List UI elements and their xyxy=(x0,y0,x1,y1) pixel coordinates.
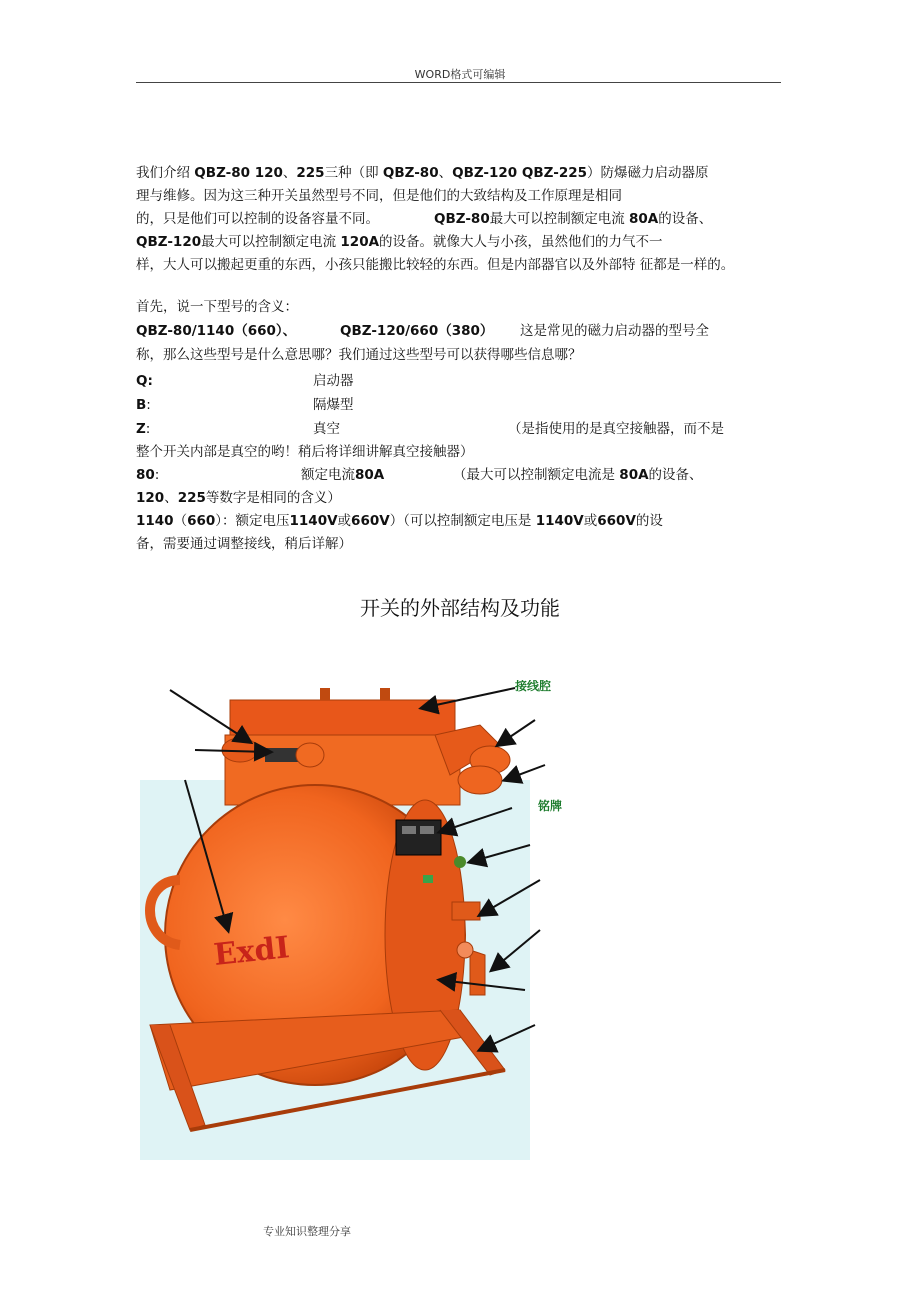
section-title: 开关的外部结构及功能 xyxy=(360,596,560,620)
exd-mark: ExdI xyxy=(212,930,292,973)
arrow-junction xyxy=(422,688,515,708)
def-80-note: （最大可以控制额定电流是 80A的设备、 xyxy=(453,467,703,483)
def-b-key: B: xyxy=(136,397,151,413)
header-rule xyxy=(136,82,781,83)
def-voltage-line2: 备，需要通过调整接线，稍后详解） xyxy=(136,536,352,552)
def-b-val: 隔爆型 xyxy=(313,397,354,413)
para1-line5: 样，大人可以搬起更重的东西，小孩只能搬比较轻的东西。但是内部器官以及外部特 征都是一样的。 xyxy=(136,257,735,273)
def-z-key: Z: xyxy=(136,421,151,437)
def-z-note2: 整个开关内部是真空的哟！稍后将详细讲解真空接触器） xyxy=(136,444,474,460)
para1-line4: QBZ-120最大可以控制额定电流 120A的设备。就像大人与小孩，虽然他们的力气不一 xyxy=(136,234,663,250)
def-z-note: （是指使用的是真空接触器，而不是 xyxy=(508,421,724,437)
junction-box-lid xyxy=(230,700,455,735)
model-text: 这是常见的磁力启动器的型号全 xyxy=(520,323,709,339)
model-example-1: QBZ-80/1140（660）、 xyxy=(136,323,297,339)
def-q-val: 启动器 xyxy=(313,373,354,389)
para1-line2: 理与维修。因为这三种开关虽然型号不同，但是他们的大致结构及工作原理是相同 xyxy=(136,188,622,204)
page-footer: 专业知识整理分享 xyxy=(263,1225,351,1238)
para1-line3: 的，只是他们可以控制的设备容量不同。 QBZ-80最大可以控制额定电流 80A的设备、 xyxy=(136,211,713,227)
def-80-key: 80: xyxy=(136,467,160,483)
nameplate xyxy=(396,820,441,855)
model-example-2: QBZ-120/660（380） xyxy=(340,323,494,339)
operating-handle xyxy=(452,902,480,920)
isolation-handle xyxy=(470,950,485,995)
arrow-outlet xyxy=(498,720,535,745)
def-80-note2: 120、225等数字是相同的含义） xyxy=(136,490,341,506)
def-q-key: Q: xyxy=(136,373,153,389)
def-voltage: 1140（660）：额定电压1140V或660V）（可以控制额定电压是 1140V或660V的设 xyxy=(136,513,663,529)
label-nameplate: 铭牌 xyxy=(538,799,563,813)
starter-figure xyxy=(140,680,590,1160)
para1-line1: 我们介绍 QBZ-80 120、225三种（即 QBZ-80、QBZ-120 QBZ-225）防爆磁力启动器原 xyxy=(136,165,709,181)
para2-line2: 称，那么这些型号是什么意思哪？我们通过这些型号可以获得哪些信息哪？ xyxy=(136,347,582,363)
def-z-val: 真空 xyxy=(313,421,340,437)
para2-intro: 首先，说一下型号的含义： xyxy=(136,299,298,315)
def-80-val: 额定电流80A xyxy=(301,467,385,483)
page-header: WORD格式可编辑 xyxy=(414,68,506,81)
indicator-lamp xyxy=(454,856,466,868)
label-junction: 接线腔 xyxy=(515,680,552,693)
starter-illustration xyxy=(140,680,590,1160)
